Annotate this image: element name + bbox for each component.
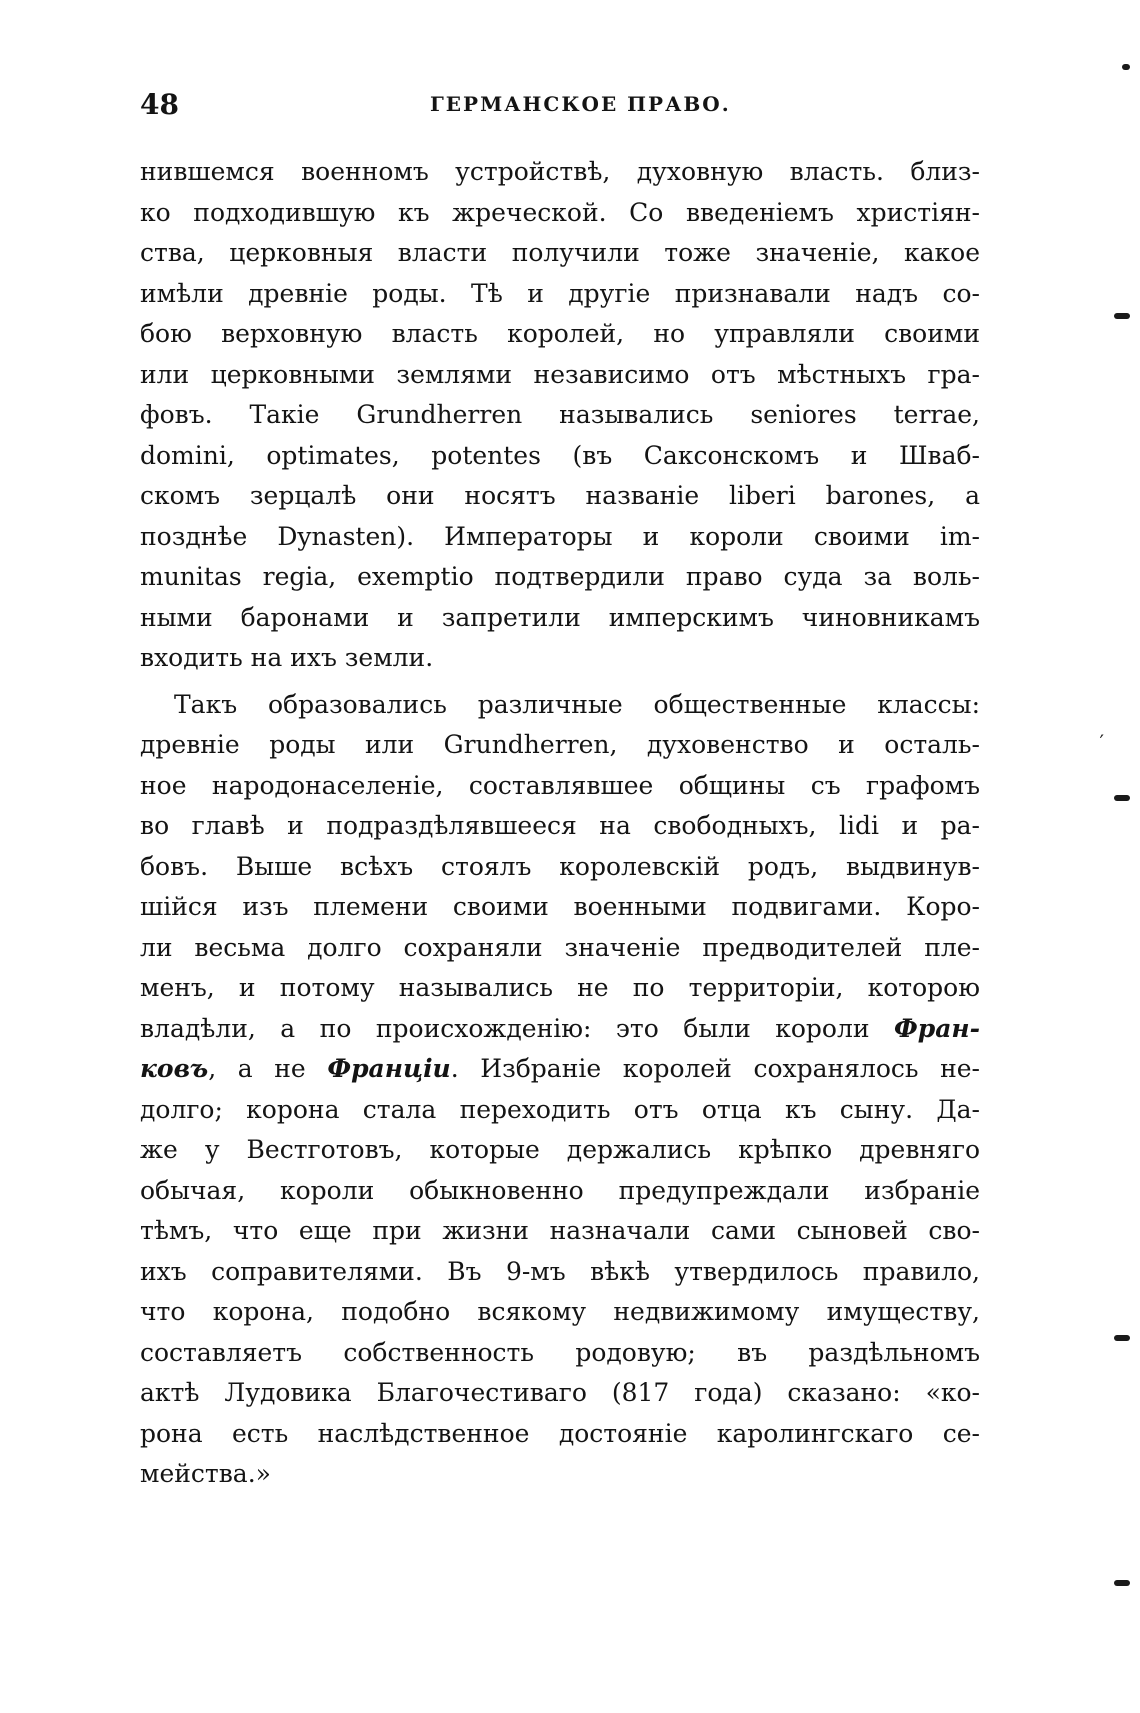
text-segment: . Избраніе королей сохранялось не- (450, 1054, 980, 1083)
text-line: или церковными землями независимо отъ мѣстныхъ гра- (140, 359, 980, 389)
text-line: рона есть наслѣдственное достояніе каролингскаго се- (140, 1418, 980, 1448)
text-line: что корона, подобно всякому недвижимому имуществу, (140, 1297, 980, 1326)
text-line (140, 1049, 980, 1090)
text-line: бовъ. Выше всѣхъ стоялъ королевскій родъ, выдвинув- (140, 851, 980, 881)
margin-mark (1114, 795, 1130, 801)
text-line: фовъ. Такіе Grundherren назывались seniores terrae, (140, 400, 980, 429)
margin-tick: ′ (1099, 730, 1104, 754)
text-line: скомъ зерцалѣ они носятъ названіе liberi barones, а (140, 481, 980, 510)
text-line: ли весьма долго сохраняли значеніе предводителей пле- (140, 932, 980, 962)
text-line: ными баронами и запретили имперскимъ чиновникамъ (140, 602, 980, 632)
text-line: тѣмъ, что еще при жизни назначали сами сыновей сво- (140, 1216, 980, 1245)
italic-term: ковъ (140, 1054, 209, 1083)
text-segment: владѣли, а по происхожденію: это были короли (140, 1013, 870, 1043)
text-segment: , а не (208, 1054, 306, 1083)
italic-term: Фран- (894, 1013, 980, 1043)
italic-term: Франціи (327, 1054, 451, 1083)
text-line (140, 1009, 980, 1050)
margin-mark (1122, 64, 1130, 70)
text-line: шійся изъ племени своими военными подвигами. Коро- (140, 892, 980, 921)
text-line: древніе роды или Grundherren, духовенство и осталь- (140, 730, 980, 759)
text-line: составляетъ собственность родовую; въ раздѣльномъ (140, 1337, 980, 1367)
text-line: долго; корона стала переходить отъ отца къ сыну. Да- (140, 1094, 980, 1124)
text-line: во главѣ и подраздѣлявшееся на свободныхъ, lidi и ра- (140, 811, 980, 840)
text-line: Такъ образовались различные общественные классы: (174, 689, 980, 719)
margin-mark (1114, 313, 1130, 319)
text-line: обычая, короли обыкновенно предупреждали избраніе (140, 1175, 980, 1205)
text-line: ихъ соправителями. Въ 9-мъ вѣкѣ утвердилось правило, (140, 1256, 980, 1286)
text-line: нившемся военномъ устройствѣ, духовную власть. близ- (140, 157, 980, 186)
body-text (140, 152, 980, 1495)
text-line: менъ, и потому назывались не по территоріи, которою (140, 973, 980, 1002)
text-line: входить на ихъ земли. (140, 643, 434, 672)
text-line: ко подходившую къ жреческой. Со введеніемъ христіян- (140, 197, 980, 227)
text-line: бою верховную власть королей, но управляли своими (140, 319, 980, 348)
text-line: domini, optimates, potentes (въ Саксонскомъ и Шваб- (140, 440, 980, 470)
text-line: ства, церковныя власти получили тоже значеніе, какое (140, 238, 980, 267)
running-head: ГЕРМАНСКОЕ ПРАВО. (430, 92, 731, 116)
margin-mark (1114, 1580, 1130, 1586)
page-header (140, 88, 980, 128)
text-line: актѣ Лудовика Благочестиваго (817 года) сказано: «ко- (140, 1378, 980, 1407)
text-line: munitas regia, exemptio подтвердили право суда за воль- (140, 562, 980, 591)
text-line: имѣли древніе роды. Тѣ и другіе признавали надъ со- (140, 278, 980, 308)
text-line: мейства.» (140, 1459, 271, 1488)
text-line: позднѣе Dynasten). Императоры и короли своими im- (140, 521, 980, 551)
text-line: же у Вестготовъ, которые держались крѣпко древняго (140, 1135, 980, 1164)
margin-mark (1114, 1335, 1130, 1341)
page-number: 48 (140, 88, 179, 121)
text-line: ное народонаселеніе, составлявшее общины съ графомъ (140, 770, 980, 800)
